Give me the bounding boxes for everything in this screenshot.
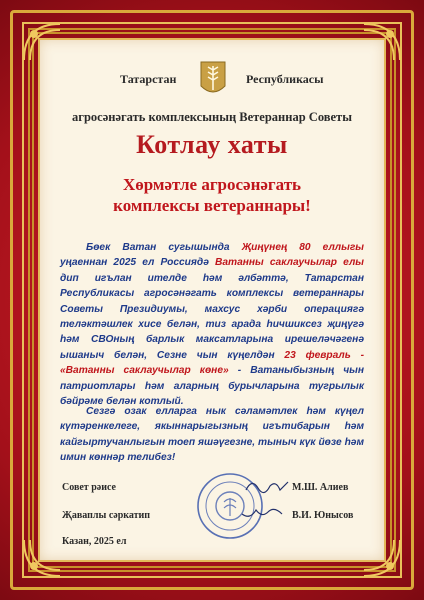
address-line-2: комплексы ветераннары! [113, 196, 311, 215]
wheat-emblem-icon [198, 60, 228, 98]
signer-name-2: В.И. Юнысов [292, 510, 354, 521]
address-line-1: Хөрмәтле агросәнәгать [122, 175, 302, 194]
signature-1-icon [244, 476, 290, 496]
signer-role-2: Җаваплы сәркатип [62, 510, 151, 521]
corner-ornament-icon [360, 536, 404, 580]
body-paragraph-2: Сезгә озак елларга нык сәламәтлек һәм күңел күтәренкелеге, якыннарыгызның игътибарын һәм кайгыртучанлыгын тоеп яшәүгезне, тыныч күк йөзе һәм имин көннәр телибез! [60, 406, 364, 464]
signature-2-icon [240, 504, 284, 522]
body-paragraph-1 [60, 240, 364, 409]
body-highlight: 23 февраль - «Ватанны саклаучылар көне» [60, 349, 364, 377]
address-heading [0, 174, 424, 216]
header-organization: агросәнәгать комплексының Ветераннар Советы [72, 110, 352, 124]
page-title: Котлау хаты [136, 130, 288, 159]
body-text: Бөек Ватан сугышында [86, 242, 242, 253]
body-text: дип игълан ителде һәм әлбәттә, Татарстан Республикасы агросәнәгать комплексы ветераннары Советы Президиумы, махсус хәрби операциягә теләктәшлек хисе белән, тиз арада һичшиксез җиңүгә һәм СВОның барлык максатларына ирешеләчәгенә ышаныч белән, Сезне чын күңелдән [60, 272, 364, 361]
corner-ornament-icon [20, 536, 64, 580]
body-highlight: Ватанны саклаучылар елы [215, 257, 364, 269]
header-left: Татарстан [120, 72, 177, 86]
body-highlight: Җиңүнең 80 еллыгы [241, 242, 364, 253]
corner-ornament-icon [360, 20, 404, 64]
header-right: Республикасы [246, 72, 324, 86]
signer-name-1: М.Ш. Алиев [292, 482, 349, 493]
corner-ornament-icon [20, 20, 64, 64]
body-text: - Ватаныбызның чын патриотлары һәм аларның бурычларына тугрылык бәйрәме белән котлый. [60, 365, 364, 408]
place-date: Казан, 2025 ел [62, 536, 127, 547]
signer-role-1: Совет рәисе [62, 482, 116, 493]
body-text: уңаеннан 2025 ел Россиядә [60, 257, 215, 269]
